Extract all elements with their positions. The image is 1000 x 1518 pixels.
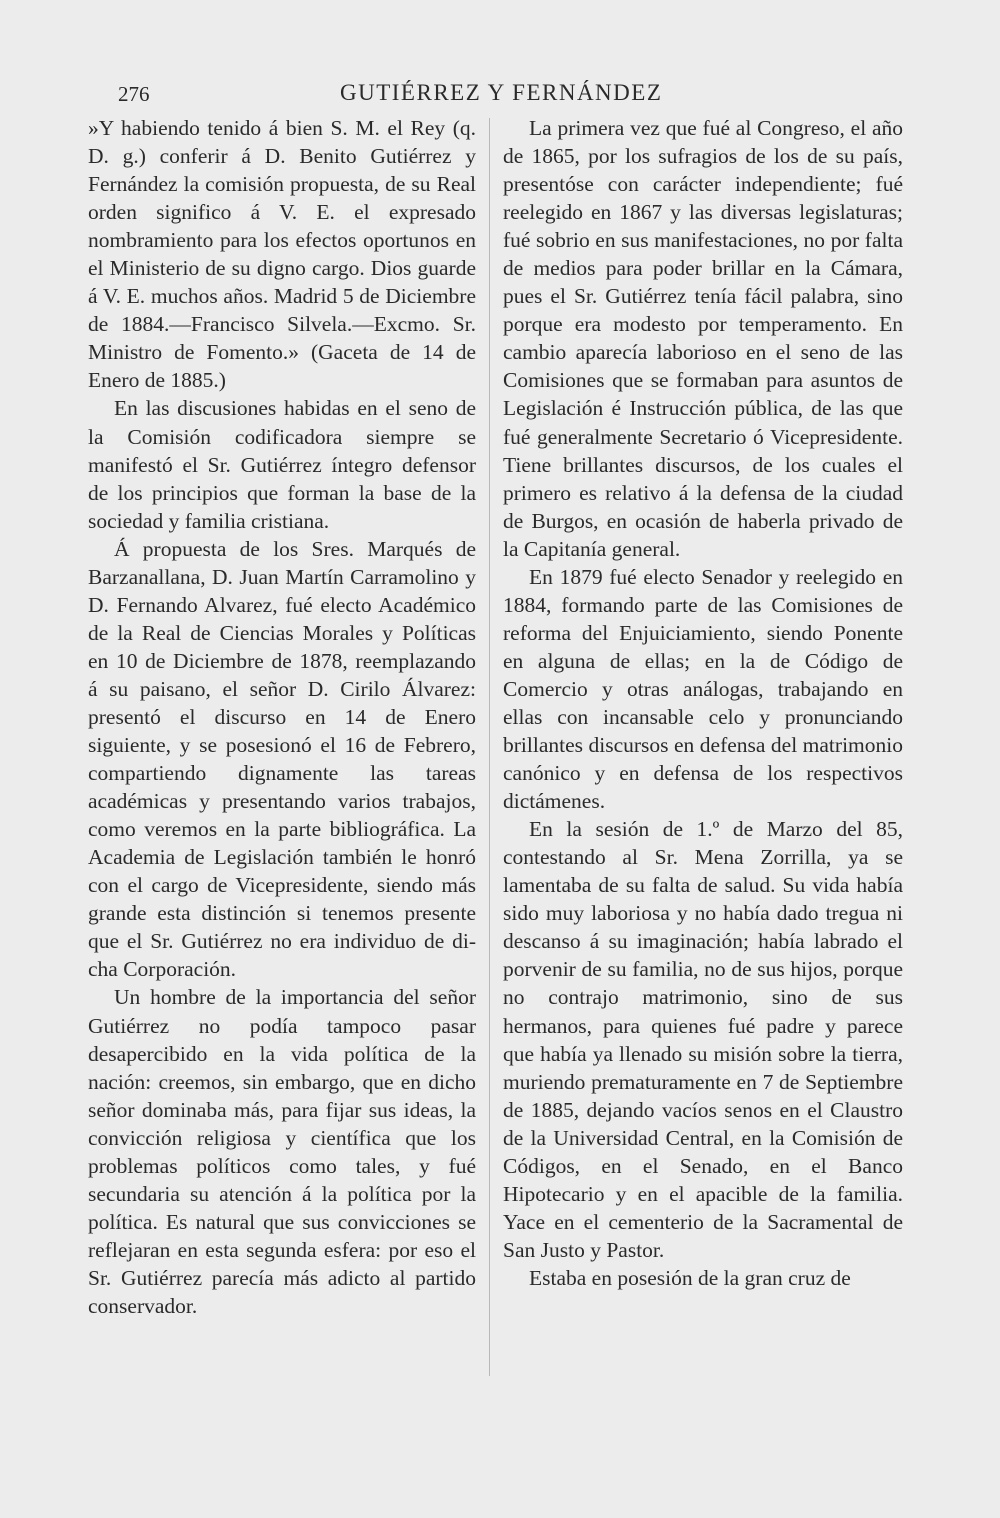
right-column xyxy=(503,114,903,1292)
page-number: 276 xyxy=(118,82,150,106)
paragraph: Un hombre de la importancia del señor Gutiérrez no podía tampoco pasar desapercibido en la vida política de la nación: creemos, sin embargo, que en dicho señor dominaba más, para fijar sus ideas, la convicción religiosa y científica que los problemas políticos como tales, y fué secundaria su atención á la política por la política. Es natural que sus convicciones se reflejaran en esta segunda esfera: por eso el Sr. Gutiérrez parecía más adicto al partido conservador. xyxy=(88,985,476,1318)
paragraph: Estaba en posesión de la gran cruz de xyxy=(529,1265,851,1290)
column-divider xyxy=(489,118,490,1376)
paragraph: En 1879 fué electo Senador y reelegido en 1884, formando parte de las Comisiones de reforma del Enjuiciamiento, siendo Ponente en alguna de ellas; en la de Código de Comercio y otras análogas, trabajando en ellas con incansable celo y pronunciando brillantes discursos en defensa del matrimonio canónico y en defensa de los respectivos dictámenes. xyxy=(503,564,903,814)
paragraph: La primera vez que fué al Congreso, el año de 1865, por los sufragios de los de su país, presentóse con carácter independiente; fué reelegido en 1867 y las diversas legislaturas; fué sobrio en sus manifestaciones, no por falta de medios para poder brillar en la Cámara, pues el Sr. Gutiérrez tenía fácil palabra, sino porque era modesto por temperamento. En cambio aparecía laborioso en el seno de las Comisiones que se formaban para asuntos de Legislación é Instrucción pública, de las que fué generalmente Secretario ó Vicepresidente. Tiene brillantes discursos, de los cuales el primero es relativo á la defensa de la ciudad de Burgos, en ocasión de haberla privado de la Capitanía general. xyxy=(503,116,903,561)
paragraph: En la sesión de 1.º de Marzo del 85, contestando al Sr. Mena Zorrilla, ya se lamentaba de su falta de salud. Su vida había sido muy laboriosa y no había dado tregua ni descanso á su imaginación; había labrado el porvenir de su familia, no de sus hijos, porque no contrajo matrimonio, sino de sus hermanos, para quienes fué padre y parece que había ya llenado su misión sobre la tierra, muriendo prematuramente en 7 de Septiembre de 1885, dejando vacíos senos en el Claustro de la Universidad Central, en la Comisión de Códigos, en el Senado, en el Banco Hipotecario y en el apacible de la familia. Yace en el cementerio de la Sacramental de San Justo y Pastor. xyxy=(503,817,903,1262)
running-title: GUTIÉRREZ Y FERNÁNDEZ xyxy=(340,80,663,105)
paragraph: »Y habiendo tenido á bien S. M. el Rey (q. D. g.) conferir á D. Benito Gutiérrez y Fernández la comisión propuesta, de su Real orden significo á V. E. el expresado nombramiento para los efectos oportunos en el Ministerio de su digno cargo. Dios guarde á V. E. muchos años. Madrid 5 de Diciembre de 1884.—Francisco Silvela.—Excmo. Sr. Ministro de Fomento.» (Gaceta de 14 de Enero de 1885.) xyxy=(88,116,476,393)
paragraph: En las discusiones habidas en el seno de la Comisión codificadora siempre se manifestó el Sr. Gutiérrez íntegro defensor de los principios que forman la base de la sociedad y familia cristiana. xyxy=(88,396,476,533)
left-column xyxy=(88,114,476,1320)
paragraph: Á propuesta de los Sres. Marqués de Barzanallana, D. Juan Martín Carramolino y D. Fernando Alvarez, fué electo Académico de la Real de Ciencias Morales y Políticas en 10 de Diciembre de 1878, reemplazando á su paisano, el señor D. Cirilo Álvarez: presentó el discurso en 14 de Enero siguiente, y se posesionó el 16 de Febrero, compartiendo dignamente las tareas académicas y presentando varios trabajos, como veremos en la parte bibliográfica. La Academia de Legislación también le honró con el cargo de Vicepresidente, siendo más grande esta distinción si tenemos presente que el Sr. Gutiérrez no era individuo de dicha Corporación. xyxy=(88,536,476,982)
page-header xyxy=(0,76,1000,112)
